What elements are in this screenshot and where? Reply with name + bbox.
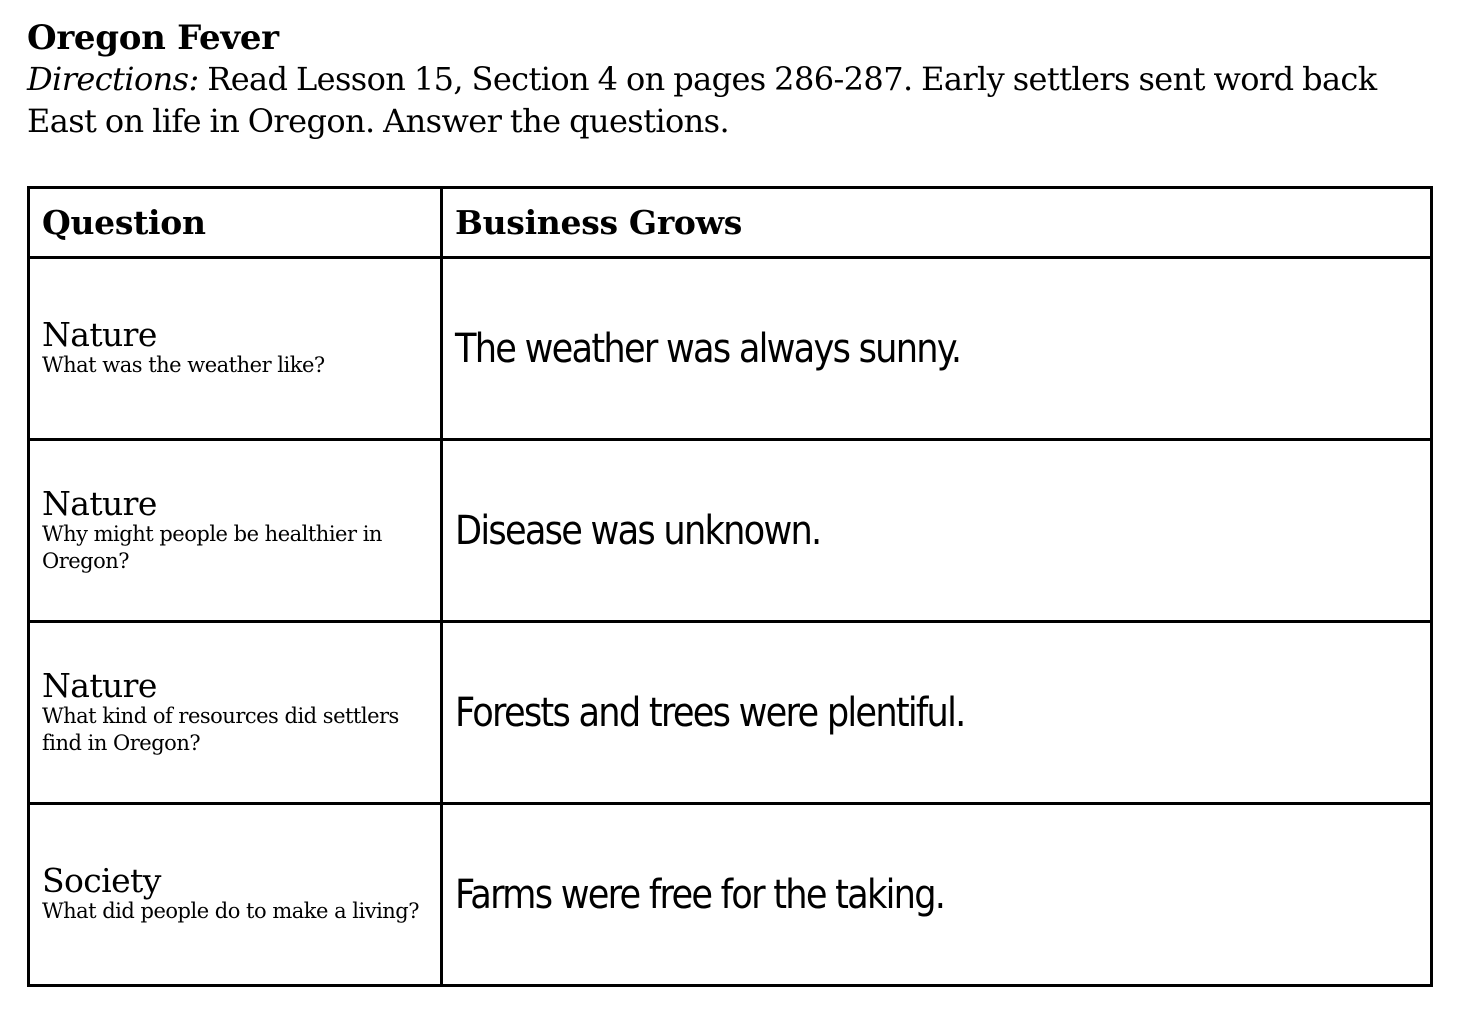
directions-label: Directions: [27,60,199,98]
answer-cell [442,440,1432,622]
answer-text: Forests and trees were plentiful. [455,689,965,736]
worksheet [27,18,1432,923]
column-header-business-grows: Business Grows [442,188,1432,258]
page-title: Oregon Fever [27,18,279,58]
question-table [27,186,1433,987]
directions [27,58,1432,142]
category-label: Nature [42,483,157,523]
answer-cell [442,622,1432,804]
question-cell [29,258,442,440]
table-row [29,440,1432,622]
table-row [29,804,1432,986]
directions-text: Read Lesson 15, Section 4 on pages 286-287. Early settlers sent word back East on life in Oregon. Answer the questions. [27,60,1377,140]
question-cell [29,440,442,622]
category-label: Society [42,861,161,900]
category-label: Nature [42,315,157,354]
table-header-row [29,188,1432,258]
column-header-question: Question [29,188,442,258]
question-cell [29,804,442,986]
category-label: Nature [42,665,157,705]
question-text: What did people do to make a living? [42,899,420,923]
answer-cell [442,804,1432,986]
answer-text: Disease was unknown. [455,507,821,554]
table-row [29,622,1432,804]
answer-text: The weather was always sunny. [455,325,961,372]
answer-text: Farms were free for the taking. [455,871,945,918]
answer-cell [442,258,1432,440]
question-text: What kind of resources did settlers find in Oregon? [42,703,399,755]
question-cell [29,622,442,804]
question-text: Why might people be healthier in Oregon? [42,521,382,573]
table-row [29,258,1432,440]
question-text: What was the weather like? [42,353,325,377]
